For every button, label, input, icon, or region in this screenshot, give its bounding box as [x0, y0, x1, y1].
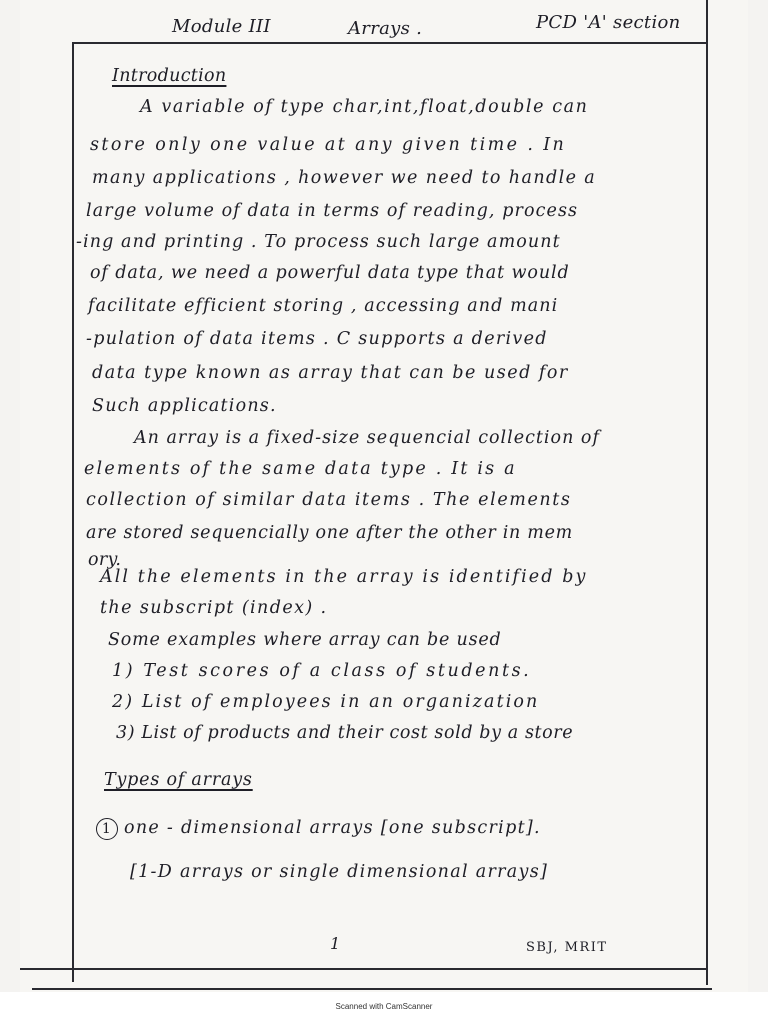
- text-line: store only one value at any given time . In: [90, 135, 567, 155]
- left-margin-line: [72, 42, 74, 982]
- text-line: -ing and printing . To process such large amount: [76, 232, 561, 252]
- page-number: 1: [330, 934, 341, 953]
- text-line: are stored sequencially one after the other in mem: [86, 523, 573, 543]
- text-line: Such applications.: [92, 396, 277, 416]
- author-initials: SBJ, MRIT: [526, 940, 608, 955]
- text-line: All the elements in the array is identified by: [100, 567, 588, 587]
- module-title: Module III: [172, 16, 271, 37]
- top-rule: [72, 42, 706, 44]
- footer-rule: [32, 988, 712, 990]
- circled-number: 1: [96, 818, 118, 840]
- list-item: 3) List of products and their cost sold by a store: [116, 723, 574, 743]
- topic-title: Arrays .: [348, 18, 423, 39]
- text-line: -pulation of data items . C supports a derived: [86, 329, 548, 349]
- list-item-text: one - dimensional arrays [one subscript].: [124, 818, 541, 838]
- text-line: collection of similar data items . The elements: [86, 490, 572, 510]
- text-line: many applications , however we need to handle a: [92, 168, 597, 188]
- section-label: PCD 'A' section: [536, 12, 681, 33]
- text-line: An array is a fixed-size sequencial collection of: [134, 428, 600, 448]
- list-item: 1) Test scores of a class of students.: [112, 661, 532, 681]
- text-line: elements of the same data type . It is a: [84, 459, 517, 479]
- right-margin-line: [706, 0, 708, 985]
- text-line: data type known as array that can be used for: [92, 363, 569, 383]
- text-line: facilitate efficient storing , accessing and mani: [88, 296, 559, 316]
- text-line: of data, we need a powerful data type that would: [90, 263, 570, 283]
- scanner-watermark: Scanned with CamScanner: [335, 1002, 433, 1011]
- types-heading: Types of arrays: [104, 770, 253, 790]
- text-line: Some examples where array can be used: [108, 630, 502, 650]
- text-line: ory.: [88, 550, 122, 570]
- list-item: [96, 818, 541, 840]
- bottom-rule: [20, 968, 706, 970]
- list-item: 2) List of employees in an organization: [112, 692, 540, 712]
- text-line: large volume of data in terms of reading, process: [86, 201, 579, 221]
- text-line: A variable of type char,int,float,double can: [140, 97, 589, 117]
- intro-heading: Introduction: [112, 66, 227, 86]
- text-line: [1-D arrays or single dimensional arrays]: [130, 862, 549, 882]
- text-line: the subscript (index) .: [100, 598, 328, 618]
